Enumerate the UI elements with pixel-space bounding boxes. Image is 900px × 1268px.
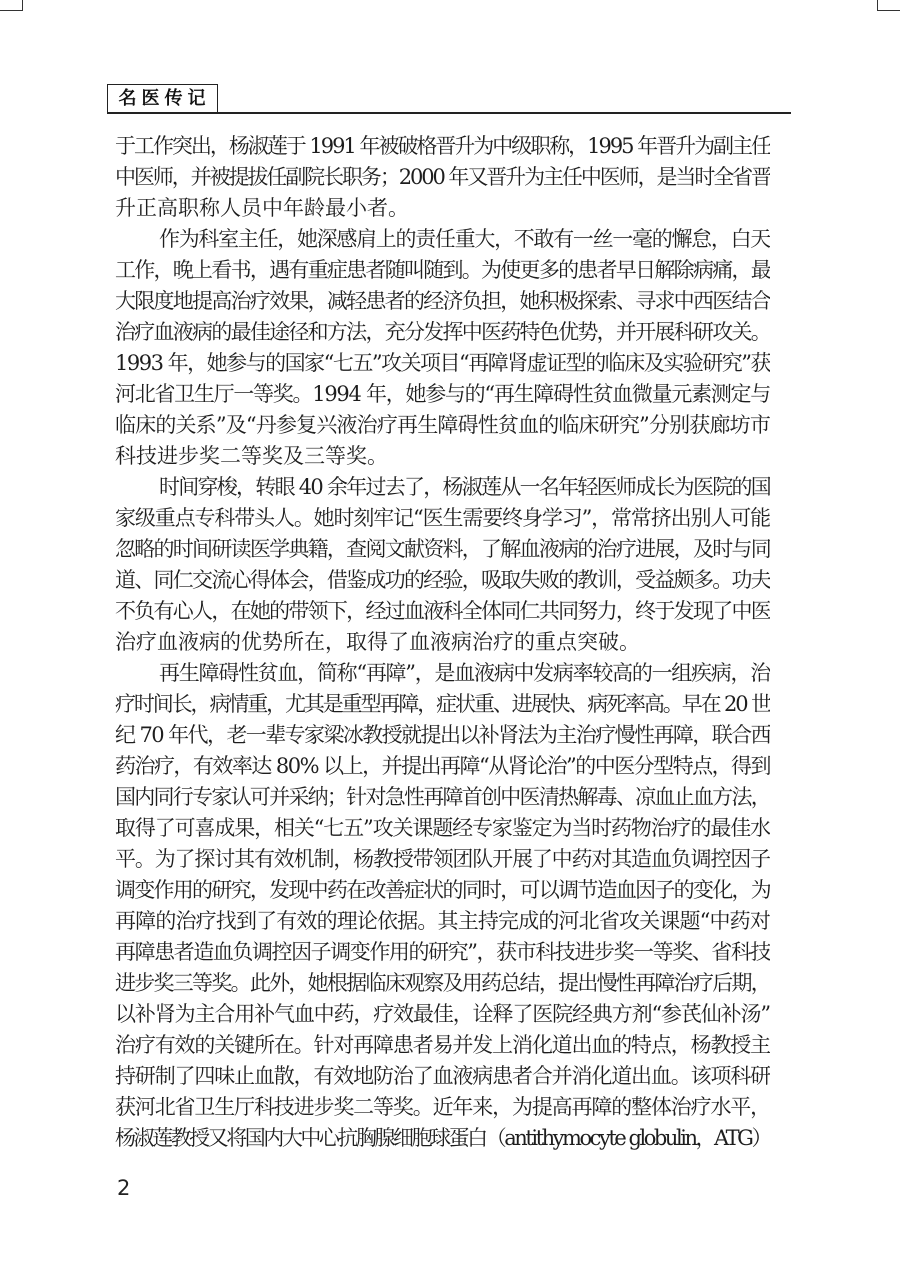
text-line: 大限度地提高治疗效果，减轻患者的经济负担，她积极探索、寻求中西医结合: [115, 289, 770, 313]
page-number: 2: [117, 1176, 131, 1200]
text-line: 忽略的时间研读医学典籍，查阅文献资料，了解血液病的治疗进展，及时与同: [115, 537, 770, 561]
paragraph-first-line: 作为科室主任，她深感肩上的责任重大，不敢有一丝一毫的懈怠，白天: [159, 227, 770, 251]
text-line: 疗时间长，病情重，尤其是重型再障，症状重、进展快、病死率高。早在 20 世: [115, 692, 770, 716]
header-rule: [107, 112, 791, 114]
text-line: 治疗血液病的最佳途径和方法，充分发挥中医药特色优势，并开展科研攻关。: [115, 320, 770, 344]
text-line: 国内同行专家认可并采纳；针对急性再障首创中医清热解毒、凉血止血方法，: [115, 785, 770, 809]
text-line: 调变作用的研究，发现中药在改善症状的同时，可以调节造血因子的变化，为: [115, 878, 770, 902]
text-line: 家级重点专科带头人。她时刻牢记“医生需要终身学习”，常常挤出别人可能: [115, 506, 770, 530]
text-line: 工作，晚上看书，遇有重症患者随叫随到。为使更多的患者早日解除病痛，最: [115, 258, 770, 282]
text-line: 获河北省卫生厅科技进步奖二等奖。近年来，为提高再障的整体治疗水平，: [115, 1095, 770, 1119]
crop-mark: [22, 0, 23, 11]
text-line: 1993 年，她参与的国家“七五”攻关项目“再障肾虚证型的临床及实验研究”获: [115, 351, 770, 375]
text-line: 升正高职称人员中年龄最小者。: [115, 196, 409, 220]
text-line: 河北省卫生厅一等奖。1994 年，她参与的“再生障碍性贫血微量元素测定与: [115, 382, 770, 406]
text-line: 纪 70 年代，老一辈专家梁冰教授就提出以补肾法为主治疗慢性再障，联合西: [115, 723, 770, 747]
text-line: 再障的治疗找到了有效的理论依据。其主持完成的河北省攻关课题“中药对: [115, 909, 770, 933]
running-header-label: 名医传记: [107, 84, 218, 113]
crop-mark: [878, 10, 900, 11]
text-line: 不负有心人，在她的带领下，经过血液科全体同仁共同努力，终于发现了中医: [115, 599, 770, 623]
text-line: 取得了可喜成果，相关“七五”攻关课题经专家鉴定为当时药物治疗的最佳水: [115, 816, 770, 840]
crop-mark: [877, 0, 878, 11]
text-line: 进步奖三等奖。此外，她根据临床观察及用药总结，提出慢性再障治疗后期，: [115, 971, 770, 995]
text-line: 治疗血液病的优势所在，取得了血液病治疗的重点突破。: [115, 630, 640, 654]
text-line: 于工作突出，杨淑莲于 1991 年被破格晋升为中级职称，1995 年晋升为副主任: [115, 134, 770, 158]
body-text: [115, 131, 770, 1154]
text-line: 持研制了四味止血散，有效地防治了血液病患者合并消化道出血。该项科研: [115, 1064, 770, 1088]
crop-mark: [0, 10, 22, 11]
text-line: 治疗有效的关键所在。针对再障患者易并发上消化道出血的特点，杨教授主: [115, 1033, 770, 1057]
paragraph-first-line: 再生障碍性贫血，简称“再障”，是血液病中发病率较高的一组疾病，治: [159, 661, 770, 685]
text-line: 再障患者造血负调控因子调变作用的研究”，获市科技进步奖一等奖、省科技: [115, 940, 770, 964]
text-line: 药治疗，有效率达 80% 以上，并提出再障“从肾论治”的中医分型特点，得到: [115, 754, 770, 778]
text-line: 科技进步奖二等奖及三等奖。: [115, 444, 388, 468]
text-line: 临床的关系”及“丹参复兴液治疗再生障碍性贫血的临床研究”分别获廊坊市: [115, 413, 770, 437]
text-line: 以补肾为主合用补气血中药，疗效最佳，诠释了医院经典方剂“参芪仙补汤”: [115, 1002, 770, 1026]
text-line: 中医师，并被提拔任副院长职务；2000 年又晋升为主任中医师，是当时全省晋: [115, 165, 770, 189]
text-line: 道、同仁交流心得体会，借鉴成功的经验，吸取失败的教训，受益颇多。功夫: [115, 568, 770, 592]
paragraph-first-line: 时间穿梭，转眼 40 余年过去了，杨淑莲从一名年轻医师成长为医院的国: [159, 475, 770, 499]
text-line: 平。为了探讨其有效机制，杨教授带领团队开展了中药对其造血负调控因子: [115, 847, 770, 871]
text-line: 杨淑莲教授又将国内大中心抗胸腺细胞球蛋白（antithymocyte globulin，ATG）: [115, 1126, 770, 1150]
